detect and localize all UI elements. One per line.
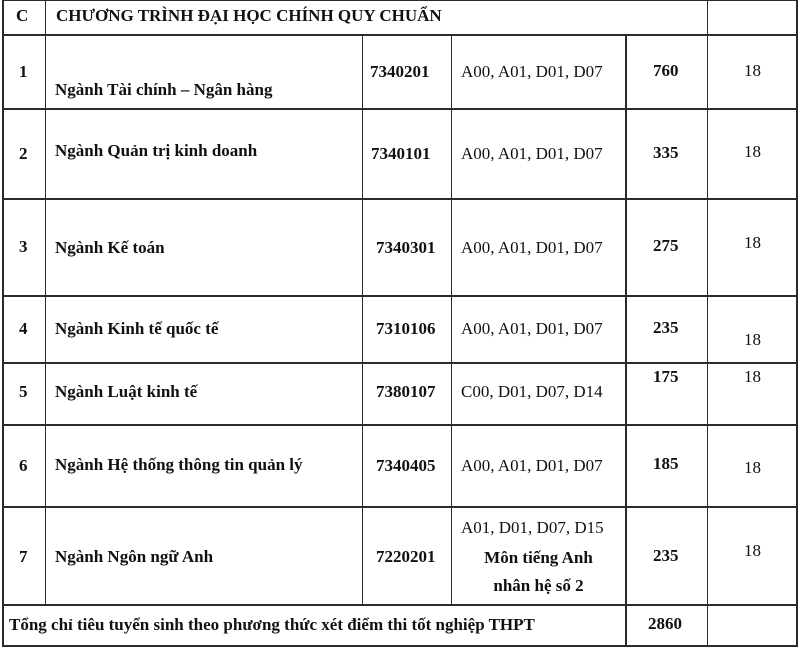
row-7-stt: 7 [19,547,28,566]
row-2-stt: 2 [19,144,28,163]
row-7-name: Ngành Ngôn ngữ Anh [55,547,214,566]
row-5-name: Ngành Luật kinh tế [55,382,198,401]
row-2-quota: 335 [653,143,679,162]
row-4-min-score: 18 [744,330,761,349]
col-divider [707,0,708,647]
col-divider [796,0,798,647]
row-5-code: 7380107 [376,382,436,401]
row-3-code: 7340301 [376,238,436,257]
row-7-quota: 235 [653,546,679,565]
row-divider [2,362,797,364]
row-3-name: Ngành Kế toán [55,238,165,257]
col-divider [45,0,46,606]
row-2-min-score: 18 [744,142,761,161]
row-3-stt: 3 [19,237,28,256]
row-divider [2,506,797,508]
row-2-name: Ngành Quản trị kinh doanh [55,141,258,160]
row-4-stt: 4 [19,319,28,338]
row-6-code: 7340405 [376,456,436,475]
row-divider [2,604,797,606]
row-7-combos: A01, D01, D07, D15 [461,518,604,537]
row-5-stt: 5 [19,382,28,401]
row-7-combo-note-1: Môn tiếng Anh [484,548,593,567]
row-divider [2,645,797,647]
col-divider [625,36,627,647]
row-4-code: 7310106 [376,319,436,338]
row-1-name: Ngành Tài chính – Ngân hàng [55,80,273,99]
row-7-combo-note-2: nhân hệ số 2 [493,576,584,595]
row-3-quota: 275 [653,236,679,255]
row-divider [2,108,797,110]
row-7-min-score: 18 [744,541,761,560]
row-6-combos: A00, A01, D01, D07 [461,456,603,475]
row-1-min-score: 18 [744,61,761,80]
row-divider [2,34,797,36]
row-1-stt: 1 [19,62,28,81]
row-4-combos: A00, A01, D01, D07 [461,319,603,338]
row-divider [2,0,797,1]
row-3-min-score: 18 [744,233,761,252]
row-7-code: 7220201 [376,547,436,566]
section-title: CHƯƠNG TRÌNH ĐẠI HỌC CHÍNH QUY CHUẨN [56,6,442,25]
row-5-quota: 175 [653,367,679,386]
total-label: Tổng chỉ tiêu tuyển sinh theo phương thức xét điểm thi tốt nghiệp THPT [9,615,535,634]
row-divider [2,295,797,297]
section-code: C [16,6,29,25]
row-6-min-score: 18 [744,458,761,477]
row-4-quota: 235 [653,318,679,337]
row-1-combos: A00, A01, D01, D07 [461,62,603,81]
row-1-quota: 760 [653,61,679,80]
row-2-code: 7340101 [371,144,431,163]
total-value: 2860 [648,614,682,633]
col-divider [362,36,363,606]
row-6-name: Ngành Hệ thống thông tin quản lý [55,455,303,474]
col-divider [451,36,452,606]
row-5-combos: C00, D01, D07, D14 [461,382,603,401]
row-6-stt: 6 [19,456,28,475]
row-divider [2,424,797,426]
col-divider [2,0,4,647]
row-3-combos: A00, A01, D01, D07 [461,238,603,257]
row-divider [2,198,797,200]
row-5-min-score: 18 [744,367,761,386]
row-2-combos: A00, A01, D01, D07 [461,144,603,163]
row-4-name: Ngành Kinh tế quốc tế [55,319,219,338]
row-1-code: 7340201 [370,62,430,81]
row-6-quota: 185 [653,454,679,473]
